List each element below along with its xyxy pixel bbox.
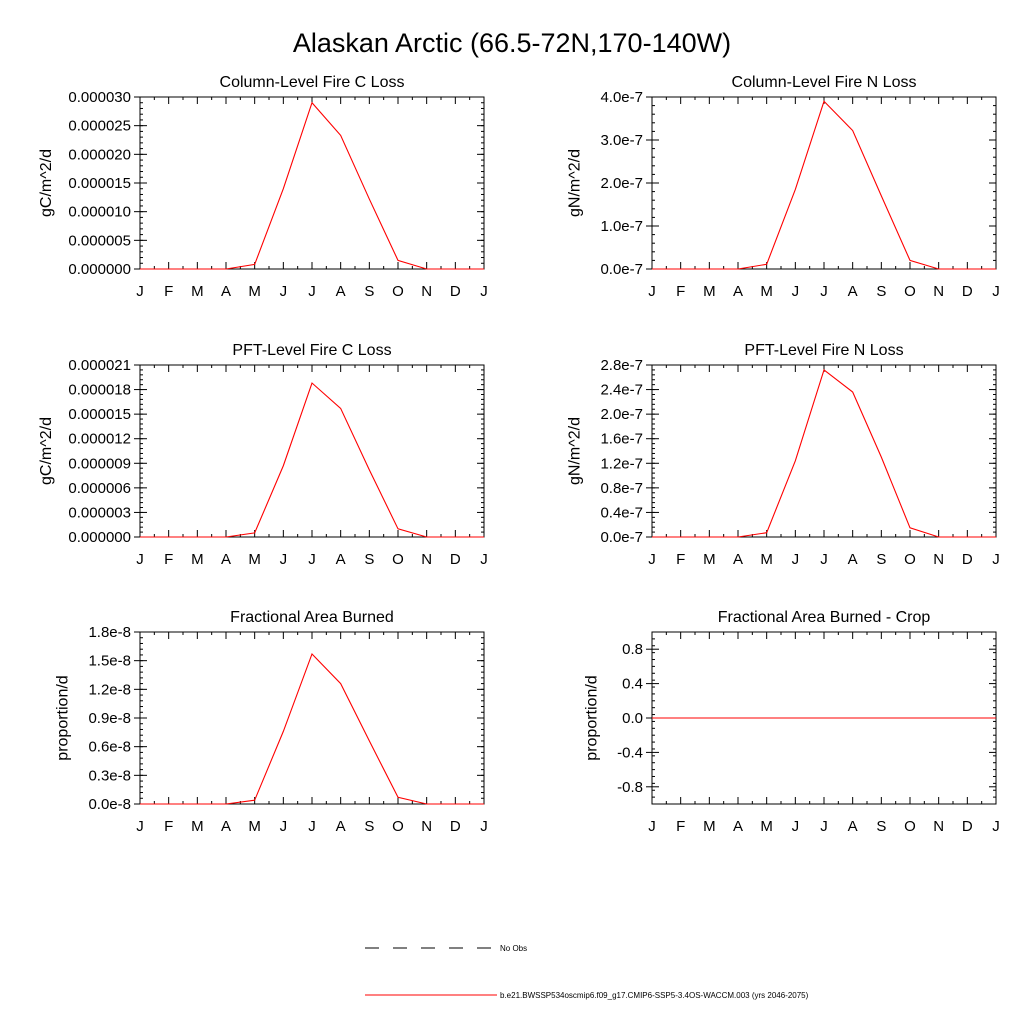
y-tick-label: 0.0e-8 [88, 796, 131, 813]
panel-title: Fractional Area Burned - Crop [717, 609, 931, 626]
y-tick-label: 0.000020 [68, 146, 131, 164]
chart-panel-6 [583, 609, 999, 835]
y-tick-label: -0.4 [617, 744, 643, 762]
y-tick-label: 0.0 [622, 710, 643, 727]
y-tick-label: 0.000005 [68, 232, 131, 250]
panel-title: Column-Level Fire C Loss [219, 74, 405, 91]
y-axis-label: proportion/d [583, 675, 601, 761]
y-tick-label: 1.5e-8 [88, 652, 131, 670]
series-line-1 [140, 654, 484, 804]
plot-frame [652, 97, 996, 269]
series-line-1 [652, 101, 996, 269]
x-tick-label: M [248, 818, 261, 835]
x-tick-label: J [992, 283, 1000, 300]
x-tick-label: A [732, 283, 744, 300]
x-tick-label: J [480, 818, 488, 835]
y-tick-label: 0.000025 [68, 117, 131, 135]
y-tick-label: 3.0e-7 [600, 132, 643, 149]
y-tick-label: 0.8e-7 [600, 479, 643, 497]
x-tick-label: N [421, 818, 433, 835]
x-tick-label: M [191, 818, 204, 835]
panel-title: Column-Level Fire N Loss [731, 74, 917, 91]
x-tick-label: J [136, 551, 144, 568]
x-tick-label: J [820, 818, 828, 835]
y-tick-label: 1.2e-8 [88, 681, 131, 699]
y-tick-label: 1.2e-7 [600, 455, 643, 473]
x-tick-label: M [248, 551, 261, 568]
x-tick-label: J [820, 283, 828, 300]
x-tick-label: J [992, 551, 1000, 568]
x-tick-label: N [421, 551, 433, 568]
x-tick-label: A [220, 551, 232, 568]
y-tick-label: 0.0e-7 [600, 529, 643, 546]
chart-panel-2 [567, 74, 1000, 300]
x-tick-label: D [449, 818, 461, 835]
x-tick-label: O [904, 818, 916, 835]
y-tick-label: 0.3e-8 [88, 767, 131, 785]
y-tick-label: 0.0e-7 [600, 261, 643, 278]
x-tick-label: S [876, 283, 887, 300]
y-axis-label: gC/m^2/d [37, 417, 55, 485]
y-tick-label: 0.000000 [68, 529, 131, 546]
y-tick-label: 0.000015 [68, 406, 131, 424]
x-tick-label: A [847, 818, 858, 835]
y-tick-label: -0.8 [617, 778, 643, 796]
y-axis-label: gC/m^2/d [37, 149, 55, 217]
x-tick-label: M [191, 283, 204, 300]
y-tick-label: 0.4 [622, 675, 643, 693]
x-tick-label: N [421, 283, 433, 300]
x-tick-label: D [961, 818, 973, 835]
x-tick-label: J [136, 283, 144, 300]
x-tick-label: J [791, 551, 800, 568]
x-tick-label: N [933, 551, 945, 568]
y-tick-label: 0.6e-8 [88, 738, 131, 756]
panel-title: Fractional Area Burned [230, 609, 394, 626]
x-tick-label: M [703, 818, 716, 835]
y-tick-label: 2.4e-7 [600, 381, 643, 399]
y-tick-label: 1.6e-7 [600, 430, 643, 448]
x-tick-label: M [760, 283, 773, 300]
series-line-1 [140, 103, 484, 269]
x-tick-label: J [279, 551, 288, 568]
x-tick-label: D [961, 283, 973, 300]
series-line-1 [140, 383, 484, 537]
y-axis-label: gN/m^2/d [566, 417, 584, 485]
x-tick-label: O [392, 283, 404, 300]
x-tick-label: J [791, 283, 800, 300]
y-tick-label: 0.000009 [68, 455, 131, 473]
plot-frame [140, 97, 484, 269]
x-tick-label: M [703, 283, 716, 300]
x-tick-label: F [164, 283, 174, 300]
x-tick-label: D [449, 283, 461, 300]
x-tick-label: S [364, 551, 375, 568]
legend-model-label: b.e21.BWSSP534oscmip6.f09_g17.CMIP6-SSP5-3.4OS-WACCM.003 (yrs 2046-2075) [500, 991, 809, 1000]
chart-panel-4 [567, 342, 1000, 568]
x-tick-label: M [760, 551, 773, 568]
x-tick-label: A [732, 551, 744, 568]
y-tick-label: 0.000018 [68, 381, 131, 399]
chart-panel-3 [38, 342, 488, 568]
x-tick-label: O [392, 551, 404, 568]
x-tick-label: F [676, 551, 686, 568]
chart-panels [38, 74, 1000, 835]
legend-obs-label: No Obs [500, 944, 528, 953]
x-tick-label: A [220, 283, 232, 300]
x-tick-label: A [335, 551, 346, 568]
x-tick-label: A [732, 818, 744, 835]
x-tick-label: A [847, 283, 858, 300]
y-axis-label: proportion/d [54, 675, 72, 761]
x-tick-label: J [279, 818, 288, 835]
y-tick-label: 0.000010 [68, 203, 131, 221]
x-tick-label: N [933, 283, 945, 300]
x-tick-label: M [703, 551, 716, 568]
x-tick-label: F [676, 283, 686, 300]
x-tick-label: J [992, 818, 1000, 835]
plot-frame [140, 365, 484, 537]
y-tick-label: 0.000021 [68, 357, 131, 374]
x-tick-label: D [961, 551, 973, 568]
x-tick-label: J [820, 551, 828, 568]
x-tick-label: J [791, 818, 800, 835]
x-tick-label: O [392, 818, 404, 835]
y-tick-label: 0.4e-7 [600, 504, 643, 522]
x-tick-label: S [364, 818, 375, 835]
x-tick-label: J [648, 283, 656, 300]
x-tick-label: O [904, 551, 916, 568]
x-tick-label: A [220, 818, 232, 835]
y-tick-label: 0.000015 [68, 175, 131, 192]
legend [365, 944, 809, 1000]
x-tick-label: J [480, 551, 488, 568]
x-tick-label: M [760, 818, 773, 835]
y-tick-label: 0.000003 [68, 504, 131, 522]
x-tick-label: F [164, 551, 174, 568]
plot-frame [140, 632, 484, 804]
y-tick-label: 1.8e-8 [88, 624, 131, 641]
x-tick-label: N [933, 818, 945, 835]
series-line-1 [652, 370, 996, 537]
x-tick-label: D [449, 551, 461, 568]
x-tick-label: J [480, 283, 488, 300]
x-tick-label: F [164, 818, 174, 835]
x-tick-label: J [648, 551, 656, 568]
panel-title: PFT-Level Fire N Loss [744, 342, 904, 359]
x-tick-label: M [248, 283, 261, 300]
y-tick-label: 4.0e-7 [600, 89, 643, 106]
y-tick-label: 0.8 [622, 641, 643, 659]
y-tick-label: 0.000000 [68, 261, 131, 278]
x-tick-label: A [847, 551, 858, 568]
y-tick-label: 0.000006 [68, 479, 131, 497]
y-tick-label: 0.000012 [68, 430, 131, 448]
chart-panel-5 [55, 609, 488, 835]
x-tick-label: O [904, 283, 916, 300]
x-tick-label: A [335, 283, 346, 300]
y-tick-label: 0.000030 [68, 89, 131, 106]
x-tick-label: J [308, 818, 316, 835]
x-tick-label: J [308, 551, 316, 568]
x-tick-label: J [648, 818, 656, 835]
page-title: Alaskan Arctic (66.5-72N,170-140W) [292, 28, 732, 58]
y-tick-label: 2.0e-7 [600, 406, 643, 424]
x-tick-label: A [335, 818, 346, 835]
x-tick-label: S [364, 283, 375, 300]
panel-title: PFT-Level Fire C Loss [232, 342, 392, 359]
x-tick-label: J [136, 818, 144, 835]
y-tick-label: 2.8e-7 [600, 357, 643, 374]
chart-panel-1 [38, 74, 488, 300]
x-tick-label: S [876, 551, 887, 568]
y-tick-label: 2.0e-7 [600, 175, 643, 192]
x-tick-label: F [676, 818, 686, 835]
y-tick-label: 1.0e-7 [600, 218, 643, 235]
y-axis-label: gN/m^2/d [566, 149, 584, 217]
x-tick-label: J [308, 283, 316, 300]
x-tick-label: J [279, 283, 288, 300]
x-tick-label: S [876, 818, 887, 835]
y-tick-label: 0.9e-8 [88, 710, 131, 727]
x-tick-label: M [191, 551, 204, 568]
plot-frame [652, 365, 996, 537]
